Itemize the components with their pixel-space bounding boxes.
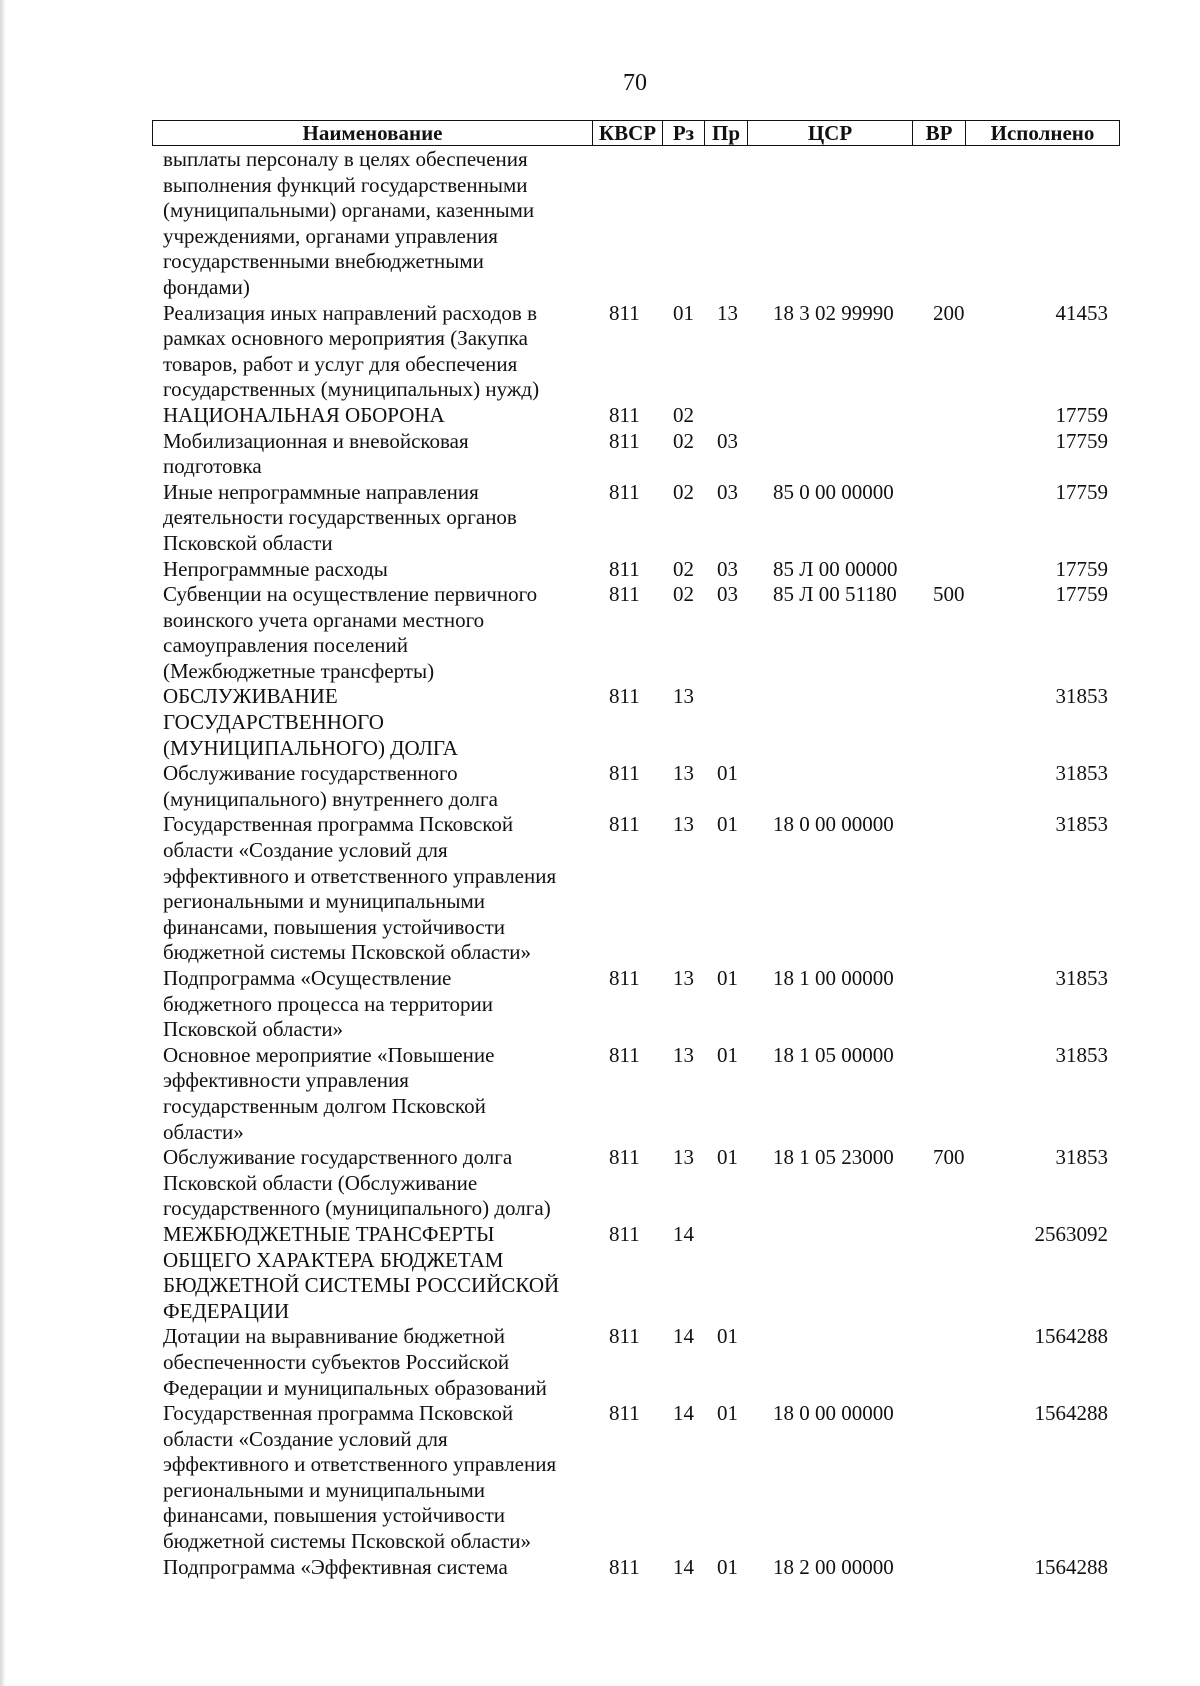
row-name-line: товаров, работ и услуг для обеспечения	[163, 351, 518, 376]
row-name-line: ГОСУДАРСТВЕННОГО	[163, 710, 384, 735]
table-row	[0, 1401, 1200, 1555]
table-row	[0, 1222, 1200, 1324]
row-vr: 700	[933, 1145, 965, 1170]
row-name	[163, 684, 583, 761]
row-name-line: Непрограммные расходы	[163, 556, 388, 581]
row-name	[163, 301, 583, 403]
row-name	[163, 1222, 583, 1324]
row-isp: 17759	[1055, 402, 1108, 427]
row-isp: 1564288	[1034, 1401, 1108, 1426]
row-name-line: эффективного и ответственного управления	[163, 863, 557, 888]
row-vr: 200	[933, 300, 965, 325]
row-name-line: государственным долгом Псковской	[163, 1093, 486, 1118]
row-name-line: Мобилизационная и вневойсковая	[163, 428, 469, 453]
row-name-line: БЮДЖЕТНОЙ СИСТЕМЫ РОССИЙСКОЙ	[163, 1273, 560, 1298]
row-name-line: Обслуживание государственного	[163, 761, 458, 786]
row-name-line: Субвенции на осуществление первичного	[163, 582, 538, 607]
row-rz: 02	[673, 402, 694, 427]
row-kvsr: 811	[609, 1324, 640, 1349]
row-csr: 18 1 00 00000	[773, 966, 894, 990]
row-isp: 31853	[1055, 761, 1108, 786]
row-isp: 17759	[1055, 556, 1108, 581]
row-isp: 31853	[1055, 684, 1108, 709]
row-pr: 03	[717, 479, 738, 504]
row-rz: 13	[673, 684, 694, 709]
row-name-line: самоуправления поселений	[163, 633, 408, 658]
row-name-line: бюджетной системы Псковской области»	[163, 1529, 532, 1554]
row-name-line: ФЕДЕРАЦИИ	[163, 1298, 290, 1323]
row-name-line: финансами, повышения устойчивости	[163, 1503, 505, 1528]
row-kvsr: 811	[609, 966, 640, 990]
row-pr: 13	[717, 300, 738, 325]
table-body	[0, 147, 1200, 1580]
row-name-line: рамках основного мероприятия (Закупка	[163, 326, 528, 351]
row-pr: 01	[717, 1042, 738, 1067]
row-name-line: государственного (муниципального) долга)	[163, 1196, 551, 1221]
row-kvsr: 811	[609, 582, 640, 607]
row-name-line: обеспеченности субъектов Российской	[163, 1349, 510, 1374]
header-kvsr: КВСР	[592, 121, 662, 145]
row-name-line: ОБСЛУЖИВАНИЕ	[163, 684, 338, 709]
table-header	[152, 120, 1120, 146]
row-name-line: Псковской области (Обслуживание	[163, 1170, 478, 1195]
row-name-line: выплаты персоналу в целях обеспечения	[163, 147, 528, 171]
row-name-line: области «Создание условий для	[163, 838, 448, 863]
row-name-line: эффективности управления	[163, 1068, 409, 1093]
row-name	[163, 761, 583, 812]
row-name-line: Подпрограмма «Эффективная система	[163, 1554, 508, 1579]
header-pr: Пр	[704, 121, 747, 145]
row-csr: 18 3 02 99990	[773, 300, 894, 325]
row-name	[163, 812, 583, 966]
row-name-line: бюджетной системы Псковской области»	[163, 940, 532, 965]
table-row	[0, 429, 1200, 480]
row-rz: 13	[673, 1145, 694, 1170]
row-rz: 02	[673, 479, 694, 504]
row-kvsr: 811	[609, 300, 640, 325]
row-kvsr: 811	[609, 761, 640, 786]
row-csr: 85 Л 00 51180	[773, 582, 897, 607]
row-name-line: МЕЖБЮДЖЕТНЫЕ ТРАНСФЕРТЫ	[163, 1221, 495, 1246]
row-name-line: Псковской области	[163, 530, 333, 555]
header-csr: ЦСР	[747, 121, 912, 145]
row-name	[163, 480, 583, 557]
row-rz: 13	[673, 761, 694, 786]
row-kvsr: 811	[609, 1221, 640, 1246]
row-rz: 13	[673, 966, 694, 990]
row-name-line: области «Создание условий для	[163, 1426, 448, 1451]
table-row	[0, 1555, 1200, 1581]
row-pr: 01	[717, 1554, 738, 1579]
row-name-line: НАЦИОНАЛЬНАЯ ОБОРОНА	[163, 402, 445, 427]
row-isp: 31853	[1055, 1145, 1108, 1170]
row-kvsr: 811	[609, 428, 640, 453]
row-rz: 14	[673, 1324, 694, 1349]
row-name-line: финансами, повышения устойчивости	[163, 914, 505, 939]
row-pr: 01	[717, 1324, 738, 1349]
row-isp: 41453	[1055, 300, 1108, 325]
table-row	[0, 761, 1200, 812]
header-name: Наименование	[152, 121, 592, 145]
row-name-line: Основное мероприятие «Повышение	[163, 1042, 495, 1067]
row-name	[163, 1145, 583, 1222]
row-name-line: (МУНИЦИПАЛЬНОГО) ДОЛГА	[163, 735, 458, 760]
row-kvsr: 811	[609, 1554, 640, 1579]
row-rz: 13	[673, 1042, 694, 1067]
row-name-line: Федерации и муниципальных образований	[163, 1375, 547, 1400]
table-row	[0, 812, 1200, 966]
table-row	[0, 1043, 1200, 1145]
header-vr: ВР	[912, 121, 965, 145]
table-row	[0, 1145, 1200, 1222]
row-name-line: региональными и муниципальными	[163, 1477, 486, 1502]
row-name	[163, 1555, 583, 1581]
row-name	[163, 403, 583, 429]
row-name-line: эффективного и ответственного управления	[163, 1452, 557, 1477]
row-kvsr: 811	[609, 812, 640, 837]
row-csr: 18 2 00 00000	[773, 1554, 894, 1579]
row-name-line: (Межбюджетные трансферты)	[163, 658, 435, 683]
row-name-line: Псковской области»	[163, 1017, 344, 1042]
row-name-line: учреждениями, органами управления	[163, 223, 498, 248]
row-name-line: (муниципального) внутреннего долга	[163, 786, 498, 811]
table-row	[0, 1324, 1200, 1401]
table-row	[0, 557, 1200, 583]
row-kvsr: 811	[609, 684, 640, 709]
row-name-line: Государственная программа Псковской	[163, 812, 514, 837]
row-kvsr: 811	[609, 402, 640, 427]
row-name	[163, 429, 583, 480]
row-name-line: (муниципальными) органами, казенными	[163, 198, 535, 223]
row-name-line: воинского учета органами местного	[163, 607, 485, 632]
row-csr: 85 0 00 00000	[773, 479, 894, 504]
row-kvsr: 811	[609, 1401, 640, 1426]
row-isp: 31853	[1055, 1042, 1108, 1067]
row-pr: 03	[717, 556, 738, 581]
row-rz: 02	[673, 428, 694, 453]
row-kvsr: 811	[609, 1042, 640, 1067]
row-rz: 14	[673, 1221, 694, 1246]
table-row	[0, 582, 1200, 684]
row-name-line: фондами)	[163, 274, 250, 299]
table-row	[0, 966, 1200, 1043]
row-name-line: области»	[163, 1119, 244, 1144]
row-isp: 17759	[1055, 582, 1108, 607]
table-row	[0, 684, 1200, 761]
row-pr: 01	[717, 761, 738, 786]
row-name	[163, 1043, 583, 1145]
row-rz: 13	[673, 812, 694, 837]
row-name-line: подготовка	[163, 454, 262, 479]
row-csr: 18 0 00 00000	[773, 1401, 894, 1426]
row-csr: 18 1 05 00000	[773, 1042, 894, 1067]
row-name-line: Государственная программа Псковской	[163, 1401, 514, 1426]
row-rz: 01	[673, 300, 694, 325]
row-kvsr: 811	[609, 556, 640, 581]
row-pr: 03	[717, 582, 738, 607]
table-row	[0, 147, 1200, 301]
row-pr: 01	[717, 1145, 738, 1170]
row-name-line: государственных (муниципальных) нужд)	[163, 377, 540, 402]
table-row	[0, 403, 1200, 429]
row-kvsr: 811	[609, 1145, 640, 1170]
row-rz: 02	[673, 582, 694, 607]
row-name	[163, 582, 583, 684]
row-name-line: Подпрограмма «Осуществление	[163, 966, 452, 990]
row-csr: 85 Л 00 00000	[773, 556, 898, 581]
row-name-line: выполнения функций государственными	[163, 172, 528, 197]
table-row	[0, 301, 1200, 403]
row-isp: 1564288	[1034, 1554, 1108, 1579]
row-rz: 14	[673, 1401, 694, 1426]
row-isp: 31853	[1055, 812, 1108, 837]
row-name-line: Иные непрограммные направления	[163, 479, 479, 504]
row-isp: 17759	[1055, 428, 1108, 453]
row-name	[163, 966, 583, 1043]
row-isp: 1564288	[1034, 1324, 1108, 1349]
row-rz: 02	[673, 556, 694, 581]
row-name-line: Обслуживание государственного долга	[163, 1145, 513, 1170]
row-name-line: региональными и муниципальными	[163, 889, 486, 914]
row-pr: 01	[717, 1401, 738, 1426]
row-csr: 18 1 05 23000	[773, 1145, 894, 1170]
row-name	[163, 557, 583, 583]
row-rz: 14	[673, 1554, 694, 1579]
row-name	[163, 147, 583, 301]
row-pr: 01	[717, 966, 738, 990]
row-name-line: ОБЩЕГО ХАРАКТЕРА БЮДЖЕТАМ	[163, 1247, 504, 1272]
header-rz: Рз	[662, 121, 704, 145]
row-name-line: Реализация иных направлений расходов в	[163, 300, 538, 325]
header-isp: Исполнено	[965, 121, 1120, 145]
row-isp: 17759	[1055, 479, 1108, 504]
row-name-line: Дотации на выравнивание бюджетной	[163, 1324, 506, 1349]
row-name	[163, 1401, 583, 1555]
page-number: 70	[623, 70, 647, 96]
table-row	[0, 480, 1200, 557]
row-csr: 18 0 00 00000	[773, 812, 894, 837]
row-name	[163, 1324, 583, 1401]
row-name-line: деятельности государственных органов	[163, 505, 517, 530]
row-isp: 31853	[1055, 966, 1108, 990]
row-isp: 2563092	[1034, 1221, 1108, 1246]
row-pr: 03	[717, 428, 738, 453]
row-name-line: бюджетного процесса на территории	[163, 991, 494, 1016]
row-vr: 500	[933, 582, 965, 607]
row-pr: 01	[717, 812, 738, 837]
row-name-line: государственными внебюджетными	[163, 249, 484, 274]
row-kvsr: 811	[609, 479, 640, 504]
